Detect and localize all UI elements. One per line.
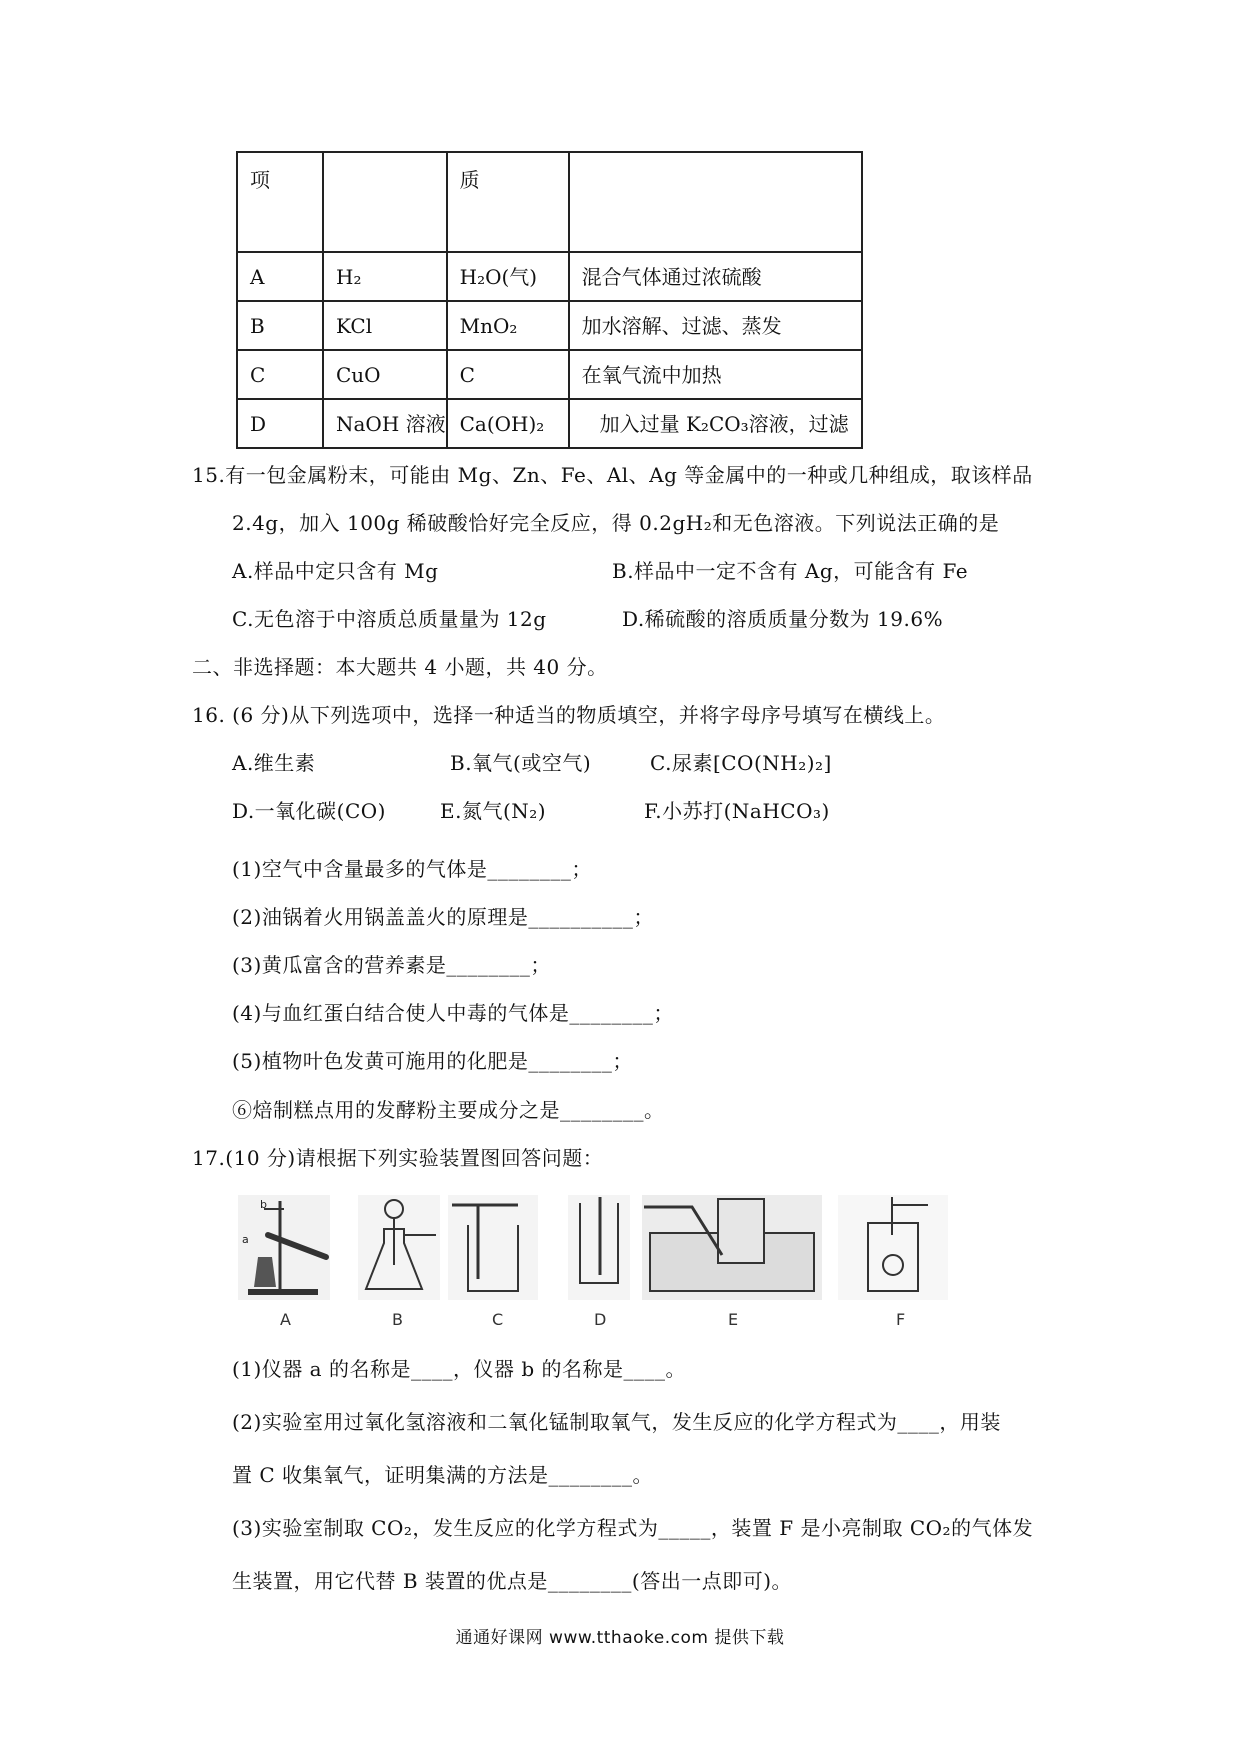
- q16-item-1: (1)空气中含量最多的气体是________；: [232, 857, 592, 881]
- figure-label-f: F: [896, 1310, 906, 1329]
- cell-substance: CuO: [323, 350, 447, 399]
- apparatus-c-figure: [448, 1195, 538, 1300]
- figure-label-b: B: [392, 1310, 403, 1329]
- q15-stem-line2: 2.4g，加入 100g 稀破酸恰好完全反应，得 0.2gH₂和无色溶液。下列说法正确的是: [232, 511, 1000, 535]
- cell-method: 加水溶解、过滤、蒸发: [569, 301, 862, 350]
- q16-item-2: (2)油锅着火用锅盖盖火的原理是__________；: [232, 905, 654, 929]
- apparatus-a-figure: [238, 1195, 330, 1300]
- q16-option-a: A.维生素: [232, 751, 316, 775]
- cell-substance: H₂: [323, 252, 447, 301]
- cell-substance: KCl: [323, 301, 447, 350]
- header-cell-impurity: 质: [447, 152, 569, 252]
- label-a: a: [242, 1233, 249, 1246]
- cell-substance: NaOH 溶液: [323, 399, 447, 448]
- figure-label-d: D: [594, 1310, 607, 1329]
- cell-impurity: C: [447, 350, 569, 399]
- header-cell-method: [569, 152, 862, 252]
- apparatus-f-figure: [838, 1195, 948, 1300]
- q15-stem-line1: 15.有一包金属粉末，可能由 Mg、Zn、Fe、Al、Ag 等金属中的一种或几种组成，取该样品: [192, 463, 1033, 487]
- q17-item-1: (1)仪器 a 的名称是____，仪器 b 的名称是____。: [232, 1357, 686, 1381]
- cell-impurity: MnO₂: [447, 301, 569, 350]
- cell-item: A: [237, 252, 323, 301]
- label-b: b: [260, 1198, 267, 1211]
- q16-option-d: D.一氧化碳(CO): [232, 799, 386, 823]
- table-row: [237, 350, 862, 399]
- figure-label-e: E: [728, 1310, 739, 1329]
- q17-item-2-line2: 置 C 收集氧气，证明集满的方法是________。: [232, 1463, 654, 1487]
- apparatus-b-figure: [358, 1195, 440, 1300]
- q17-item-3-line2: 生装置，用它代替 B 装置的优点是________(答出一点即可)。: [232, 1569, 793, 1593]
- apparatus-d-figure: [568, 1195, 630, 1300]
- q16-item-5: (5)植物叶色发黄可施用的化肥是________；: [232, 1049, 633, 1073]
- cell-method: 在氧气流中加热: [569, 350, 862, 399]
- cell-item: D: [237, 399, 323, 448]
- cell-impurity: H₂O(气): [447, 252, 569, 301]
- q16-option-f: F.小苏打(NaHCO₃): [644, 799, 830, 823]
- cell-method: 加入过量 K₂CO₃溶液，过滤: [569, 399, 862, 448]
- q16-item-6: ⑥焙制糕点用的发酵粉主要成分之是________。: [232, 1098, 665, 1122]
- cell-method: 混合气体通过浓硫酸: [569, 252, 862, 301]
- table-row: [237, 301, 862, 350]
- cell-impurity: Ca(OH)₂: [447, 399, 569, 448]
- q16-option-b: B.氧气(或空气): [450, 751, 592, 775]
- cell-item: B: [237, 301, 323, 350]
- apparatus-e-figure: [642, 1195, 822, 1300]
- q16-item-3: (3)黄瓜富含的营养素是________；: [232, 953, 551, 977]
- q15-option-c: C.无色溶于中溶质总质量量为 12g: [232, 607, 547, 631]
- table-row: [237, 252, 862, 301]
- figure-label-c: C: [492, 1310, 504, 1329]
- cell-item: C: [237, 350, 323, 399]
- figure-label-a: A: [280, 1310, 291, 1329]
- table-header-row: [237, 152, 862, 252]
- q16-item-4: (4)与血红蛋白结合使人中毒的气体是________；: [232, 1001, 674, 1025]
- q15-option-a: A.样品中定只含有 Mg: [232, 559, 439, 583]
- section-two-heading: 二、非选择题：本大题共 4 小题，共 40 分。: [192, 655, 608, 679]
- q15-option-d: D.稀硫酸的溶质质量分数为 19.6%: [622, 607, 944, 631]
- header-cell-substance: [323, 152, 447, 252]
- footer-source: 通通好课网 www.tthaoke.com 提供下载: [455, 1628, 785, 1648]
- q15-option-b: B.样品中一定不含有 Ag，可能含有 Fe: [612, 559, 969, 583]
- q16-option-e: E.氮气(N₂): [440, 799, 547, 823]
- q17-item-2-line1: (2)实验室用过氧化氢溶液和二氧化锰制取氧气，发生反应的化学方程式为____，用装: [232, 1410, 1001, 1434]
- separation-table: [236, 151, 863, 449]
- table-row: [237, 399, 862, 448]
- header-cell-item: 项: [237, 152, 323, 252]
- q17-item-3-line1: (3)实验室制取 CO₂，发生反应的化学方程式为_____，装置 F 是小亮制取 CO₂的气体发: [232, 1516, 1034, 1540]
- q16-stem: 16. (6 分)从下列选项中，选择一种适当的物质填空，并将字母序号填写在横线上。: [192, 703, 946, 727]
- q17-stem: 17.(10 分)请根据下列实验装置图回答问题：: [192, 1146, 604, 1170]
- q16-option-c: C.尿素[CO(NH₂)₂]: [650, 751, 832, 775]
